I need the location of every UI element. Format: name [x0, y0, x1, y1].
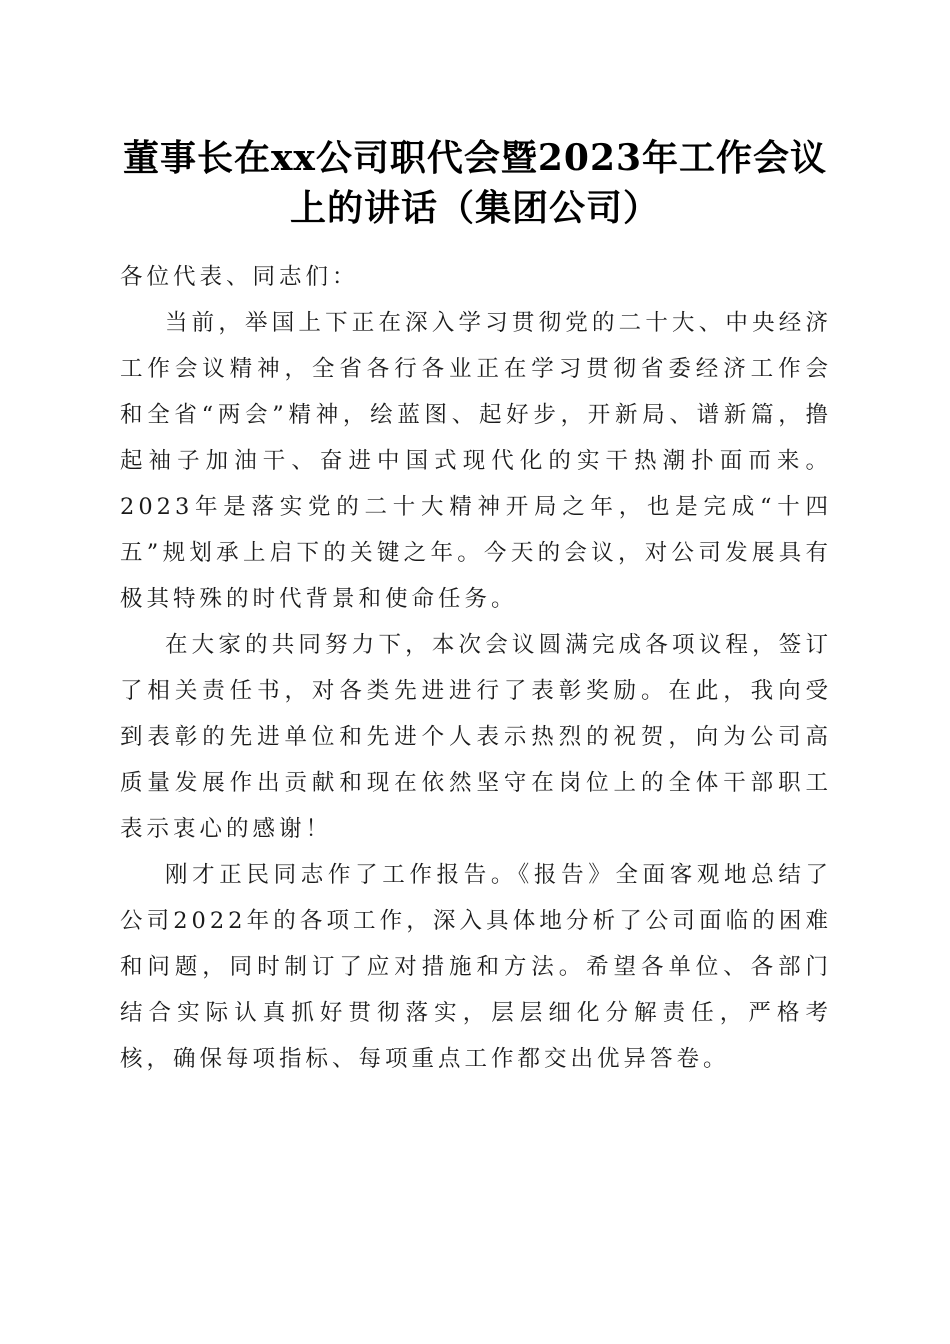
document-title: 董事长在xx公司职代会暨2023年工作会议上的讲话（集团公司）	[122, 137, 828, 229]
document-body	[120, 254, 832, 1082]
paragraph-3: 刚才正民同志作了工作报告。《报告》全面客观地总结了公司2022年的各项工作，深入具体地分析了公司面临的困难和问题，同时制订了应对措施和方法。希望各单位、各部门结合实际认真抓好贯彻落实，层层细化分解责任，严格考核，确保每项指标、每项重点工作都交出优异答卷。	[120, 862, 832, 1072]
paragraph-2: 在大家的共同努力下，本次会议圆满完成各项议程，签订了相关责任书，对各类先进进行了表彰奖励。在此，我向受到表彰的先进单位和先进个人表示热烈的祝贺，向为公司高质量发展作出贡献和现在依然坚守在岗位上的全体干部职工表示衷心的感谢！	[120, 632, 832, 842]
salutation: 各位代表、同志们：	[120, 264, 359, 290]
paragraph-1: 当前，举国上下正在深入学习贯彻党的二十大、中央经济工作会议精神，全省各行各业正在学习贯彻省委经济工作会和全省“两会”精神，绘蓝图、起好步，开新局、谱新篇，撸起袖子加油干、奋进中国式现代化的实干热潮扑面而来。2023年是落实党的二十大精神开局之年，也是完成“十四五”规划承上启下的关键之年。今天的会议，对公司发展具有极其特殊的时代背景和使命任务。	[120, 310, 832, 612]
